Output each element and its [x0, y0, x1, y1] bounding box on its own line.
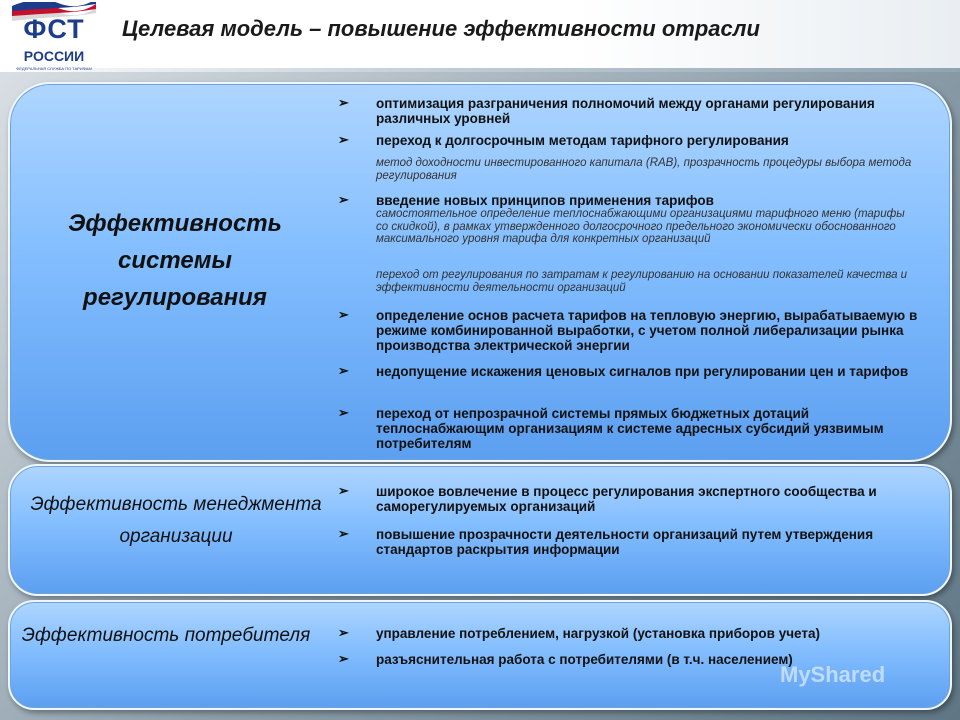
fst-logo: [8, 2, 100, 74]
arrow-bullet-icon: ➢: [338, 132, 349, 147]
arrow-bullet-icon: ➢: [338, 95, 349, 110]
arrow-bullet-icon: ➢: [338, 363, 349, 378]
watermark: MyShared: [780, 662, 886, 687]
panel-title-regulation: Эффективность системы регулирования: [68, 210, 282, 311]
arrow-bullet-icon: ➢: [338, 405, 349, 420]
panel-title-management: Эффективность менеджмента организации: [30, 494, 322, 547]
arrow-bullet-icon: ➢: [338, 483, 349, 498]
arrow-bullet-icon: ➢: [338, 307, 349, 322]
arrow-bullet-icon: ➢: [338, 192, 349, 207]
list-subtext: переход от регулирования по затратам к регулированию на основании показателей качества и эффективности деятельности организаций: [376, 269, 908, 294]
list-subtext: метод доходности инвестированного капитала (RAB), прозрачность процедуры выбора метода регулирования: [376, 157, 912, 182]
panel-title-consumer: Эффективность потребителя: [21, 625, 311, 646]
logo-subtitle: РОССИИ: [23, 48, 85, 64]
page-title: Целевая модель – повышение эффективности отрасли: [122, 16, 760, 41]
arrow-bullet-icon: ➢: [338, 651, 349, 666]
logo-caption: ФЕДЕРАЛЬНАЯ СЛУЖБА ПО ТАРИФАМ: [16, 66, 92, 71]
header-divider: [0, 68, 960, 72]
arrow-bullet-icon: ➢: [338, 526, 349, 541]
list-subtext: самостоятельное определение теплоснабжающими организациями тарифного меню (тарифы со скидкой), в рамках утвержденного долгосрочного предельного экономически обоснованного максимального уровня тарифа для конкретных организаций: [376, 208, 905, 245]
logo-title: ФСТ: [23, 14, 85, 44]
arrow-bullet-icon: ➢: [338, 625, 349, 640]
